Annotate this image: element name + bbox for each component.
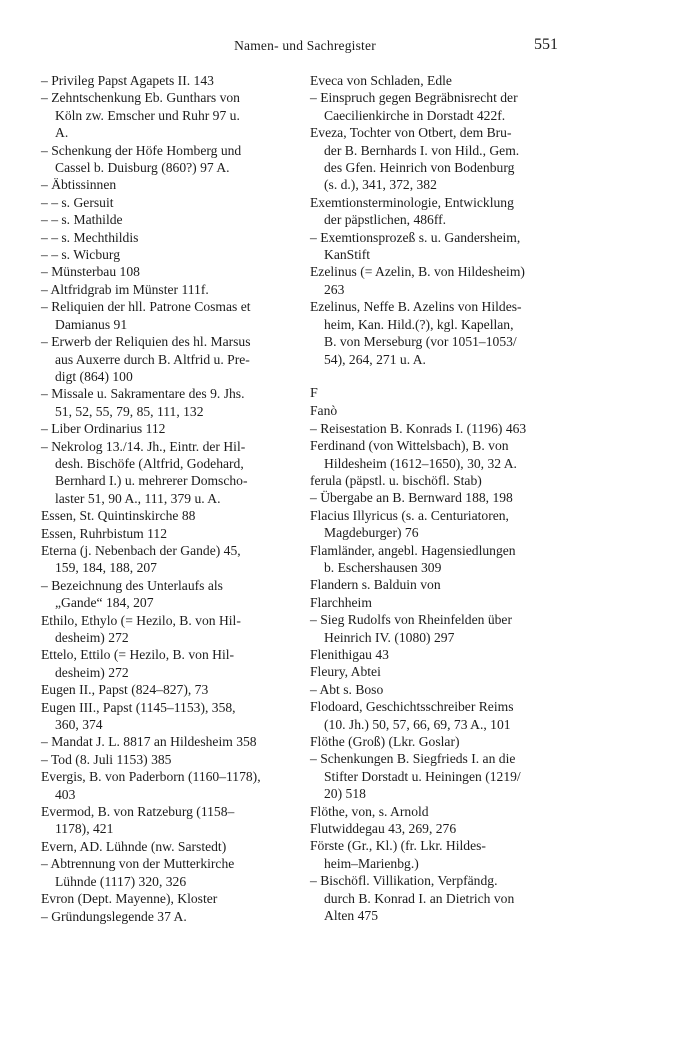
- index-subentry: – Liber Ordinarius 112: [41, 421, 166, 437]
- index-subentry: – Erwerb der Reliquien des hl. Marsus aus Auxerre durch B. Altfrid u. Pre- digt (864) 100: [41, 334, 251, 384]
- index-subentry: – Mandat J. L. 8817 an Hildesheim 358: [41, 734, 257, 750]
- index-subentry: – Einspruch gegen Begräbnisrecht der Caecilienkirche in Dorstadt 422f.: [310, 90, 518, 123]
- index-subentry: – Bischöfl. Villikation, Verpfändg. durch B. Konrad I. an Dietrich von Alten 475: [310, 873, 515, 924]
- index-subentry: – Schenkung der Höfe Homberg und Cassel b. Duisburg (860?) 97 A.: [41, 142, 242, 176]
- index-entry: Evern, AD. Lühnde (nw. Sarstedt): [41, 838, 227, 854]
- index-entry: Eugen II., Papst (824–827), 73: [41, 682, 209, 698]
- index-entry: Essen, Ruhrbistum 112: [41, 525, 167, 541]
- index-entry: Ezelinus, Neffe B. Azelins von Hildes- heim, Kan. Hild.(?), kgl. Kapellan, B. von Merseburg (vor 1051–1053/ 54), 264, 271 u. A.: [310, 299, 522, 367]
- index-entry: Evermod, B. von Ratzeburg (1158– 1178), 421: [41, 804, 235, 837]
- index-subentry: – – s. Mechthildis: [41, 229, 139, 245]
- index-entry: Ettelo, Ettilo (= Hezilo, B. von Hil- desheim) 272: [41, 647, 235, 680]
- index-entry: ferula (päpstl. u. bischöfl. Stab): [310, 472, 482, 488]
- index-entry: Flamländer, angebl. Hagensiedlungen b. Eschershausen 309: [310, 542, 516, 575]
- index-entry: Förste (Gr., Kl.) (fr. Lkr. Hildes- heim–Marienbg.): [310, 838, 486, 871]
- index-entry: Eterna (j. Nebenbach der Gande) 45, 159, 184, 188, 207: [41, 542, 241, 576]
- index-entry: Fleury, Abtei: [310, 664, 381, 680]
- index-entry: Flenithigau 43: [310, 647, 389, 662]
- index-entry: Ezelinus (= Azelin, B. von Hildesheim) 263: [310, 264, 525, 297]
- index-subentry: – Abt s. Boso: [310, 681, 384, 697]
- index-subentry: – Gründungslegende 37 A.: [41, 908, 187, 924]
- index-entry: Exemtionsterminologie, Entwicklung der päpstlichen, 486ff.: [310, 194, 514, 228]
- index-subentry: – Äbtissinnen: [41, 177, 117, 193]
- index-subentry: – Tod (8. Juli 1153) 385: [41, 751, 172, 767]
- index-entry: Flutwiddegau 43, 269, 276: [310, 821, 457, 837]
- index-entry: Eveza, Tochter von Otbert, dem Bru- der B. Bernhards I. von Hild., Gem. des Gfen. Heinrich von Bodenburg (s. d.), 341, 372, 382: [310, 125, 520, 193]
- index-entry: Flöthe, von, s. Arnold: [310, 803, 429, 819]
- e-entries-continued: [310, 72, 560, 368]
- index-entry: Eugen III., Papst (1145–1153), 358, 360, 374: [41, 699, 236, 733]
- index-entry: Eveca von Schladen, Edle: [310, 73, 452, 88]
- index-entry: Flandern s. Balduin von: [310, 577, 441, 593]
- index-entry: Flodoard, Geschichtsschreiber Reims (10. Jh.) 50, 57, 66, 69, 73 A., 101: [310, 699, 514, 732]
- index-entry: Fanò: [310, 403, 338, 419]
- section-letter-heading: F: [310, 385, 318, 401]
- index-subentry: – Bezeichnung des Unterlaufs als „Gande“ 184, 207: [41, 577, 223, 611]
- left-index-column: [41, 72, 291, 925]
- page-number: 551: [534, 36, 558, 53]
- index-subentry: – Altfridgrab im Münster 111f.: [41, 281, 209, 297]
- f-entries: [310, 402, 560, 924]
- right-index-column: [310, 72, 560, 925]
- index-subentry: – Privileg Papst Agapets II. 143: [41, 73, 214, 88]
- index-subentry: – Nekrolog 13./14. Jh., Eintr. der Hil- desh. Bischöfe (Altfrid, Godehard, Bernhard I.) u. mehrerer Domscho- laster 51, 90 A., 111, 379 u. A.: [41, 438, 248, 506]
- index-subentry: – Reisestation B. Konrads I. (1196) 463: [310, 420, 527, 436]
- index-subentry: – Übergabe an B. Bernward 188, 198: [310, 490, 513, 506]
- index-entry: Ferdinand (von Wittelsbach), B. von Hildesheim (1612–1650), 30, 32 A.: [310, 438, 517, 471]
- running-title: Namen- und Sachregister: [234, 38, 376, 53]
- index-entry: Ethilo, Ethylo (= Hezilo, B. von Hil- desheim) 272: [41, 612, 241, 645]
- index-subentry: – Münsterbau 108: [41, 264, 140, 280]
- index-entry: Essen, St. Quintinskirche 88: [41, 508, 196, 524]
- index-subentry: – – s. Wicburg: [41, 247, 120, 263]
- index-subentry: – Reliquien der hll. Patrone Cosmas et Damianus 91: [41, 299, 251, 332]
- index-subentry: – Missale u. Sakramentare des 9. Jhs. 51, 52, 55, 79, 85, 111, 132: [41, 386, 245, 419]
- index-subentry: – – s. Mathilde: [41, 212, 123, 228]
- index-subentry: – Exemtionsprozeß s. u. Gandersheim, KanStift: [310, 229, 521, 263]
- index-subentry: – Sieg Rudolfs von Rheinfelden über Heinrich IV. (1080) 297: [310, 612, 512, 645]
- index-subentry: – Abtrennung von der Mutterkirche Lühnde (1117) 320, 326: [41, 856, 235, 889]
- index-subentry: – – s. Gersuit: [41, 194, 114, 210]
- index-entry: Flöthe (Groß) (Lkr. Goslar): [310, 734, 460, 750]
- index-entry: Flarchheim: [310, 594, 372, 610]
- index-entry: Evergis, B. von Paderborn (1160–1178), 403: [41, 769, 261, 802]
- index-subentry: – Schenkungen B. Siegfrieds I. an die Stifter Dorstadt u. Heiningen (1219/ 20) 518: [310, 751, 521, 802]
- index-entry: Flacius Illyricus (s. a. Centuriatoren, Magdeburger) 76: [310, 507, 509, 541]
- index-entry: Evron (Dept. Mayenne), Kloster: [41, 891, 218, 907]
- index-subentry: – Zehntschenkung Eb. Gunthars von Köln zw. Emscher und Ruhr 97 u. A.: [41, 90, 240, 141]
